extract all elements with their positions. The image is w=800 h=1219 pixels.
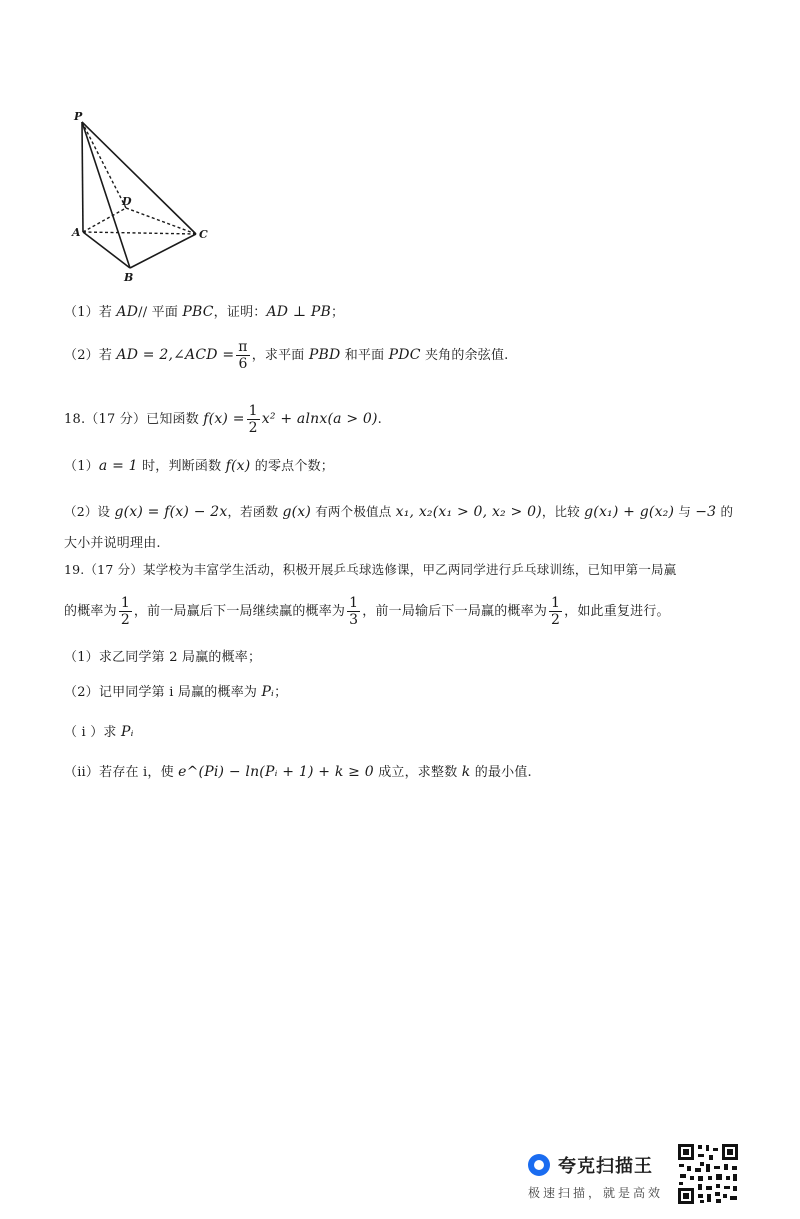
label-p: P: [74, 110, 83, 123]
fraction-win-after-win: $\frac{1}{3}$: [349, 595, 359, 628]
fraction-pi-over-6: $\frac{\pi}{6}$: [238, 339, 248, 372]
q18-stem: 18.（17 分）已知函数 f(x) = $\frac{1}{2}$ x² + alnx(a > 0).: [64, 403, 383, 436]
q18-part1: （1）a = 1 时，判断函数 f(x) 的零点个数；: [64, 458, 334, 474]
q19-sub2: （ii）若存在 i，使 e^(Pi) − ln(Pᵢ + 1) + k ≥ 0 成立，求整数 k 的最小值.: [64, 764, 532, 780]
edge-dc: [126, 208, 196, 234]
q19-stem-line1: 19.（17 分）某学校为丰富学生活动，积极开展乒乓球选修课，甲乙两同学进行乒乓球训练，已知甲第一局赢: [64, 562, 677, 577]
edge-ad: [83, 208, 126, 232]
q18-part2-continued: 大小并说明理由.: [64, 536, 161, 551]
edge-ac: [83, 232, 196, 234]
q17-part1: （1）若 AD// 平面 PBC，证明：AD ⊥ PB；: [64, 304, 345, 320]
label-d: D: [122, 195, 132, 208]
edge-pa: [82, 122, 83, 232]
q19-sub1: （ i ）求 Pᵢ: [64, 724, 134, 740]
pyramid-figure: [66, 104, 226, 284]
scanner-watermark: [526, 1148, 666, 1208]
fraction-win-after-loss: $\frac{1}{2}$: [551, 595, 561, 628]
label-c: C: [199, 228, 208, 241]
watermark-title: 夸克扫描王: [558, 1156, 653, 1177]
fraction-first-win: $\frac{1}{2}$: [120, 595, 130, 628]
q17-part2: （2）若 AD = 2,∠ACD = $\frac{\pi}{6}$ ，求平面 PBD 和平面 PDC 夹角的余弦值.: [64, 339, 509, 372]
qr-code-icon: [676, 1142, 740, 1206]
edge-pc: [82, 122, 196, 234]
edge-bc: [130, 234, 196, 268]
edge-ab: [83, 232, 130, 268]
q19-part2: （2）记甲同学第 i 局赢的概率为 Pᵢ；: [64, 684, 288, 700]
q18-part2: （2）设 g(x) = f(x) − 2x，若函数 g(x) 有两个极值点 x₁, x₂(x₁ > 0, x₂ > 0)，比较 g(x₁) + g(x₂) 与 −3 的: [64, 504, 734, 520]
q19-stem-line2: 的概率为 $\frac{1}{2}$ ，前一局赢后下一局继续赢的概率为 $\frac{1}{3}$ ，前一局输后下一局赢的概率为 $\frac{1}{2}$ ，如此重复进行。: [64, 595, 670, 628]
edge-pd: [82, 122, 126, 208]
quark-logo-icon: [528, 1154, 550, 1176]
watermark-subtitle: 极速扫描，就是高效: [528, 1186, 664, 1200]
label-a: A: [72, 226, 81, 239]
q19-part1: （1）求乙同学第 2 局赢的概率；: [64, 650, 262, 665]
fraction-one-half: $\frac{1}{2}$: [248, 403, 258, 436]
label-b: B: [124, 271, 134, 284]
